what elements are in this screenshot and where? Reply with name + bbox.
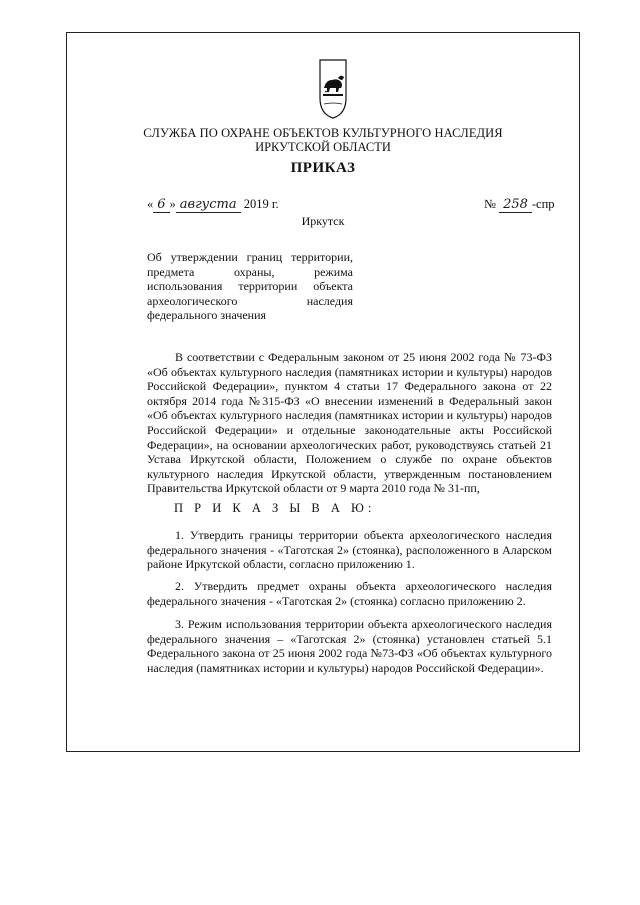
order-date: « 6 » августа 2019 г.: [147, 197, 279, 212]
order-item-2: 2. Утвердить предмет охраны объекта археологического наследия федерального значения - «Таготская 2» (стоянка) согласно приложению 2.: [147, 579, 552, 608]
preamble-paragraph: В соответствии с Федеральным законом от 25 июня 2002 года № 73-ФЗ «Об объектах культурного наследия (памятниках истории и культуры) народов Российской Федерации», пунктом 4 статьи 17 Федерального закона от 22 октября 2014 года №315-ФЗ «О внесении изменений в Федеральный закон «Об объектах культурного наследия (памятниках истории и культуры) народов Российской Федерации» и отдельные законодательные акты Российской Федерации», на основании археологических работ, руководствуясь статьей 21 Устава Иркутской области, Положением о службе по охране объектов культурного наследия Иркутской области, утвержденным постановлением Правительства Иркутской области от 9 марта 2010 года № 31-пп,: [147, 350, 552, 496]
order-number: № 258 -спр: [484, 197, 555, 212]
org-name-line1: СЛУЖБА ПО ОХРАНЕ ОБЪЕКТОВ КУЛЬТУРНОГО НАСЛЕДИЯ: [143, 126, 503, 140]
order-item-3: 3. Режим использования территории объекта археологического наследия федерального значения – «Таготская 2» (стоянка) установлен статьей 5.1 Федерального закона от 25 июня 2002 года №73-ФЗ «Об объектах культурного наследия (памятниках истории и культуры) народов Российской Федерации».: [147, 617, 552, 675]
city: Иркутск: [301, 214, 345, 228]
order-word: П Р И К А З Ы В А Ю:: [174, 501, 376, 515]
document-title: ПРИКАЗ: [290, 160, 356, 176]
date-month: августа: [176, 197, 241, 213]
date-day: 6: [153, 197, 169, 213]
order-subject: Об утверждении границ территории, предмета охраны, режима использования территории объекта археологического наследия федерального значения: [147, 250, 353, 323]
org-name-line2: ИРКУТСКОЙ ОБЛАСТИ: [255, 140, 391, 154]
number-value: 258: [499, 197, 532, 213]
order-item-1: 1. Утвердить границы территории объекта археологического наследия федерального значения - «Таготская 2» (стоянка), расположенного в Аларском районе Иркутской области, согласно приложению 1.: [147, 528, 552, 572]
irkutsk-coat-of-arms-icon: [318, 58, 348, 120]
